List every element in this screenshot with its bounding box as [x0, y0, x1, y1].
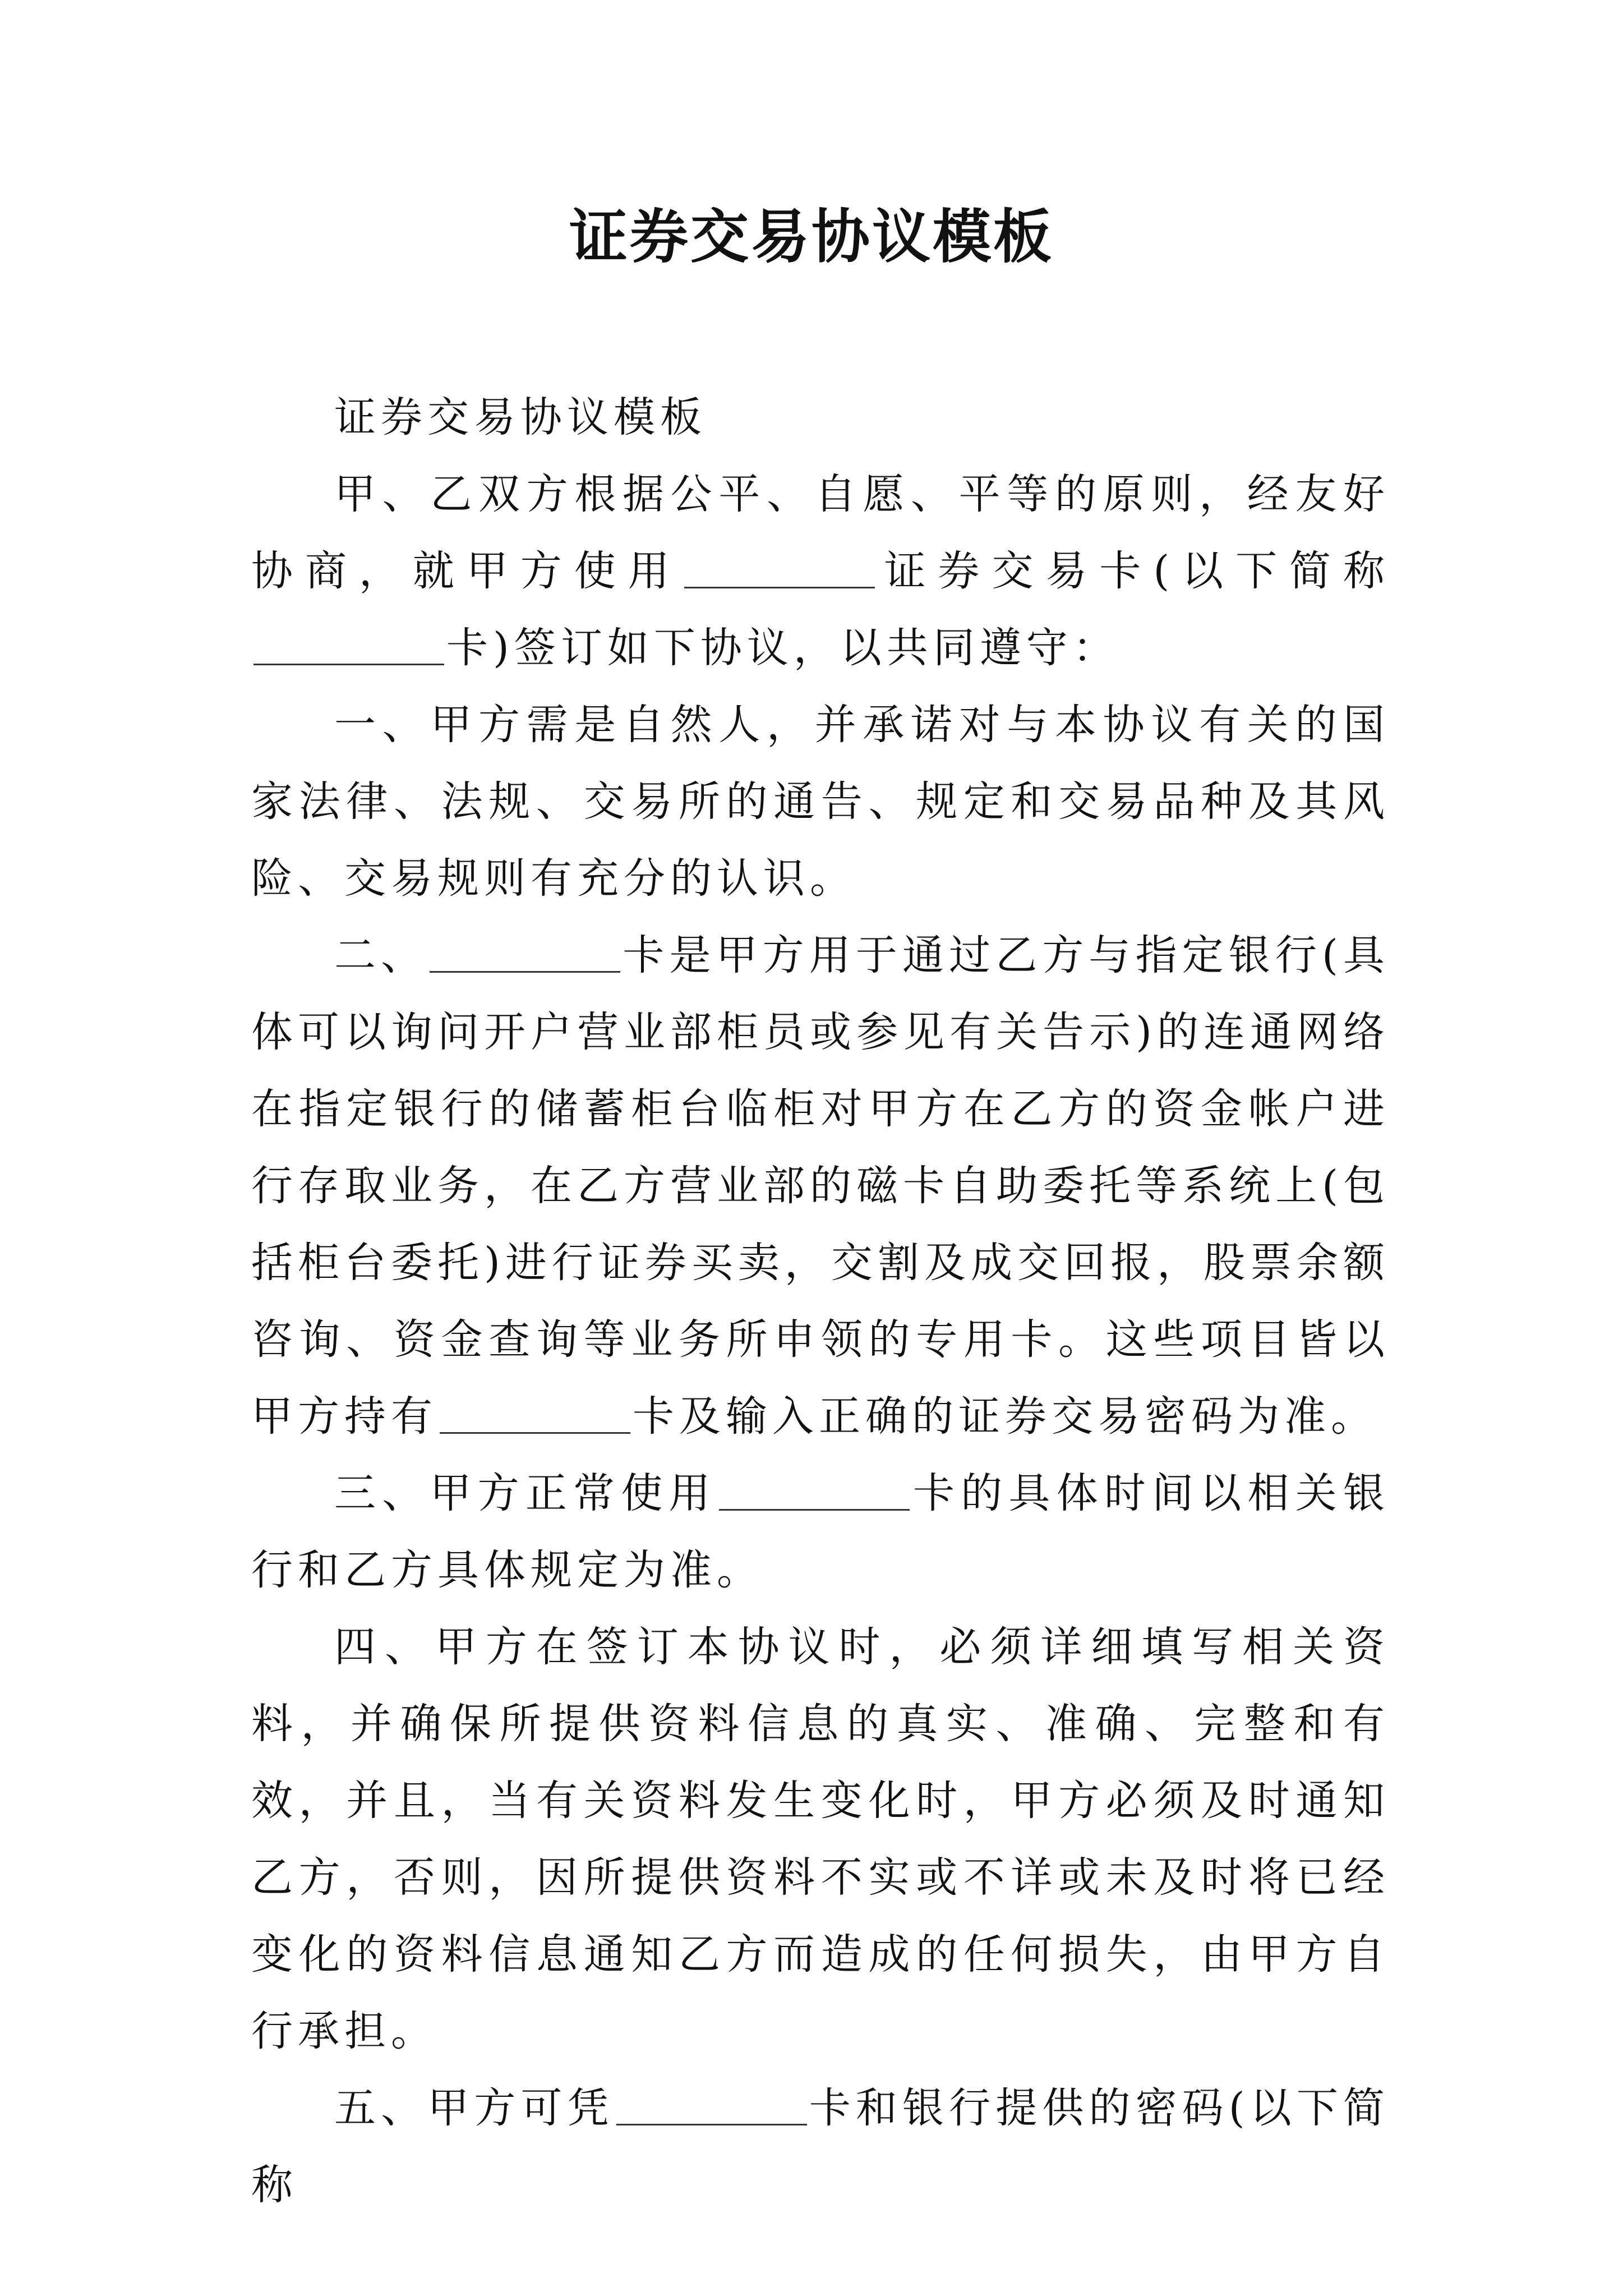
paragraph-clause-2: [251, 917, 1390, 1455]
paragraph-text: 卡的具体时间以相关银行和乙方具体规定为准。: [251, 1469, 1390, 1594]
paragraph-clause-5: [251, 2070, 1390, 2224]
fill-in-blank[interactable]: [616, 2082, 807, 2125]
paragraph-text: 卡和银行提供的密码(以下简称: [251, 2084, 1390, 2209]
paragraph-text: 卡及输入正确的证券交易密码为准。: [633, 1392, 1377, 1441]
paragraph-text: 四、甲方在签订本协议时，必须详细填写相关资料，并确保所提供资料信息的真实、准确、完整和有效，并且，当有关资料发生变化时，甲方必须及时通知乙方，否则，因所提供资料不实或不详或未及时将已经变化的资料信息通知乙方而造成的任何损失，由甲方自行承担。: [251, 1623, 1390, 2055]
subtitle-text: 证券交易协议模板: [334, 393, 707, 441]
paragraph-clause-1: [251, 687, 1390, 917]
document-body: [251, 379, 1390, 2224]
fill-in-blank[interactable]: [440, 1391, 630, 1434]
paragraph-preamble: [251, 456, 1390, 687]
paragraph-text: 证券交易卡(以下简称: [877, 547, 1390, 595]
document-title: 证券交易协议模板: [569, 202, 1054, 271]
fill-in-blank[interactable]: [430, 930, 620, 973]
paragraph-clause-3: [251, 1455, 1390, 1609]
fill-in-blank[interactable]: [684, 545, 875, 588]
paragraph-text: 一、甲方需是自然人，并承诺对与本协议有关的国家法律、法规、交易所的通告、规定和交易品种及其风险、交易规则有充分的认识。: [251, 701, 1390, 903]
fill-in-blank[interactable]: [719, 1467, 910, 1511]
paragraph-clause-4: [251, 1609, 1390, 2070]
subtitle-line: [251, 379, 1390, 456]
fill-in-blank[interactable]: [253, 622, 444, 665]
paragraph-text: 三、甲方正常使用: [334, 1469, 717, 1517]
paragraph-text: 卡是甲方用于通过乙方与指定银行(具体可以询问开户营业部柜员或参见有关告示)的连通网络在指定银行的储蓄柜台临柜对甲方在乙方的资金帐户进行存取业务，在乙方营业部的磁卡自助委托等系统上(包括柜台委托)进行证券买卖，交割及成交回报，股票余额咨询、资金查询等业务所申领的专用卡。这些项目皆以甲方持有: [251, 931, 1390, 1441]
paragraph-text: 卡)签订如下协议，以共同遵守：: [446, 624, 1119, 672]
paragraph-text: 二、: [334, 931, 428, 979]
paragraph-text: 甲、乙双方根据公平、自愿、平等的原则，经友好协商，就甲方使用: [251, 470, 1390, 595]
paragraph-text: 五、甲方可凭: [334, 2084, 614, 2132]
